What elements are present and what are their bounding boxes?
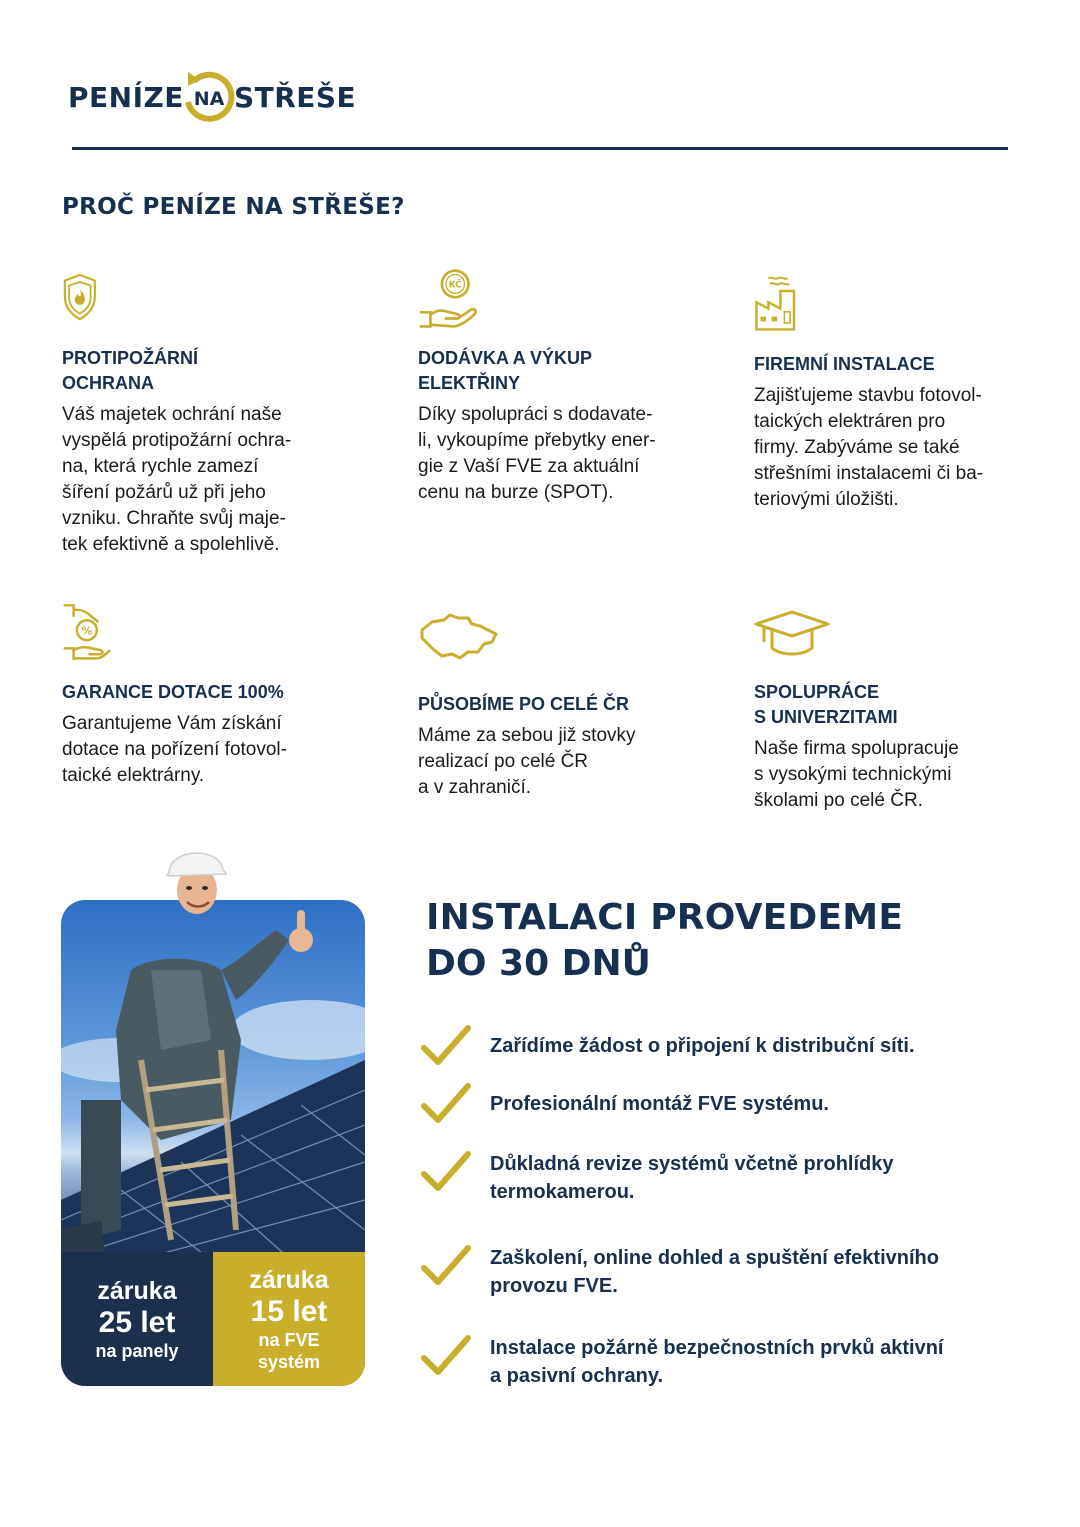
install-item — [420, 1150, 1040, 1206]
header-divider — [72, 147, 1008, 150]
worker-helmet-head — [165, 838, 227, 918]
feature-energy-supply — [418, 266, 708, 506]
install-heading-line2 — [426, 941, 651, 987]
hand-coin-icon — [418, 266, 480, 332]
warranty-label: záruka — [97, 1277, 177, 1305]
hand-percent-icon — [62, 596, 120, 666]
section-title: PROČ PENÍZE NA STŘEŠE? — [62, 194, 405, 220]
warranty-years: 25 let — [98, 1306, 176, 1339]
warranty-system-badge — [213, 1252, 365, 1386]
install-heading — [426, 895, 903, 987]
warranty-panels-badge — [61, 1252, 213, 1386]
logo-word-middle: NA — [193, 88, 225, 110]
install-item — [420, 1244, 1040, 1300]
feature-text: Garantujeme Vám získání dotace na pořízení fotovol- taické elektrárny. — [62, 713, 287, 786]
feature-title: SPOLUPRÁCE S UNIVERZITAMI — [754, 682, 898, 727]
feature-title: GARANCE DOTACE 100% — [62, 682, 284, 702]
feature-company-installation — [754, 268, 1044, 513]
warranty-scope: na panely — [95, 1341, 179, 1361]
feature-subsidy-guarantee — [62, 596, 352, 789]
checkmark-icon — [420, 1082, 472, 1128]
feature-text: Váš majetek ochrání naše vyspělá protipožární ochra- na, která rychle zamezí šíření požárů už při jeho vzniku. Chraňte svůj maje- tek efektivně a spolehlivě. — [62, 404, 292, 555]
install-item-text: Důkladná revize systémů včetně prohlídky termokamerou. — [490, 1153, 894, 1203]
install-item — [420, 1082, 1040, 1128]
install-item-text: Profesionální montáž FVE systému. — [490, 1093, 829, 1115]
install-item — [420, 1024, 1040, 1070]
feature-title: DODÁVKA A VÝKUP ELEKTŘINY — [418, 348, 593, 393]
feature-nationwide — [418, 612, 708, 801]
czech-map-icon — [418, 612, 498, 662]
feature-text: Zajišťujeme stavbu fotovol- taických elektráren pro firmy. Zabýváme se také střešními instalacemi či ba- teriovými úložišti. — [754, 385, 984, 510]
feature-title: PROTIPOŽÁRNÍ OCHRANA — [62, 348, 199, 393]
fire-shield-icon — [62, 262, 112, 332]
graduation-cap-icon — [754, 608, 830, 660]
install-item-text: Instalace požárně bezpečnostních prvků aktivní a pasivní ochrany. — [490, 1337, 944, 1387]
feature-title: PŮSOBÍME PO CELÉ ČR — [418, 694, 630, 714]
feature-universities — [754, 608, 1044, 814]
warranty-label: záruka — [249, 1266, 329, 1294]
install-item-text: Zaškolení, online dohled a spuštění efektivního provozu FVE. — [490, 1247, 939, 1297]
company-logo — [68, 62, 356, 132]
install-heading-line1: INSTALACI PROVEDEME — [426, 897, 904, 938]
checkmark-icon — [420, 1150, 472, 1196]
logo-word-left: PENÍZE — [68, 80, 184, 114]
checkmark-icon — [420, 1334, 472, 1380]
feature-title: FIREMNÍ INSTALACE — [754, 354, 935, 374]
feature-fire-protection — [62, 262, 352, 558]
install-heading-line2-text: DO 30 DNŮ — [426, 943, 651, 984]
feature-text: Díky spolupráci s dodavate- li, vykoupíme přebytky ener- gie z Vaší FVE za aktuální cenu na burze (SPOT). — [418, 404, 656, 503]
feature-text: Máme za sebou již stovky realizací po celé ČR a v zahraničí. — [418, 725, 636, 798]
install-item — [420, 1334, 1040, 1390]
warranty-years: 15 let — [250, 1295, 328, 1328]
checkmark-icon — [420, 1024, 472, 1070]
install-item-text: Zařídíme žádost o připojení k distribuční síti. — [490, 1035, 915, 1057]
svg-text:%: % — [81, 624, 93, 638]
coin-label: KČ — [448, 280, 462, 291]
factory-icon — [754, 268, 810, 338]
feature-text: Naše firma spolupracuje s vysokými technickými školami po celé ČR. — [754, 738, 959, 811]
logo-mark-icon — [180, 68, 238, 126]
warranty-scope: na FVE systém — [257, 1330, 321, 1372]
checkmark-icon — [420, 1244, 472, 1290]
logo-word-right: STŘEŠE — [233, 80, 357, 114]
installer-photo-card — [61, 900, 365, 1386]
